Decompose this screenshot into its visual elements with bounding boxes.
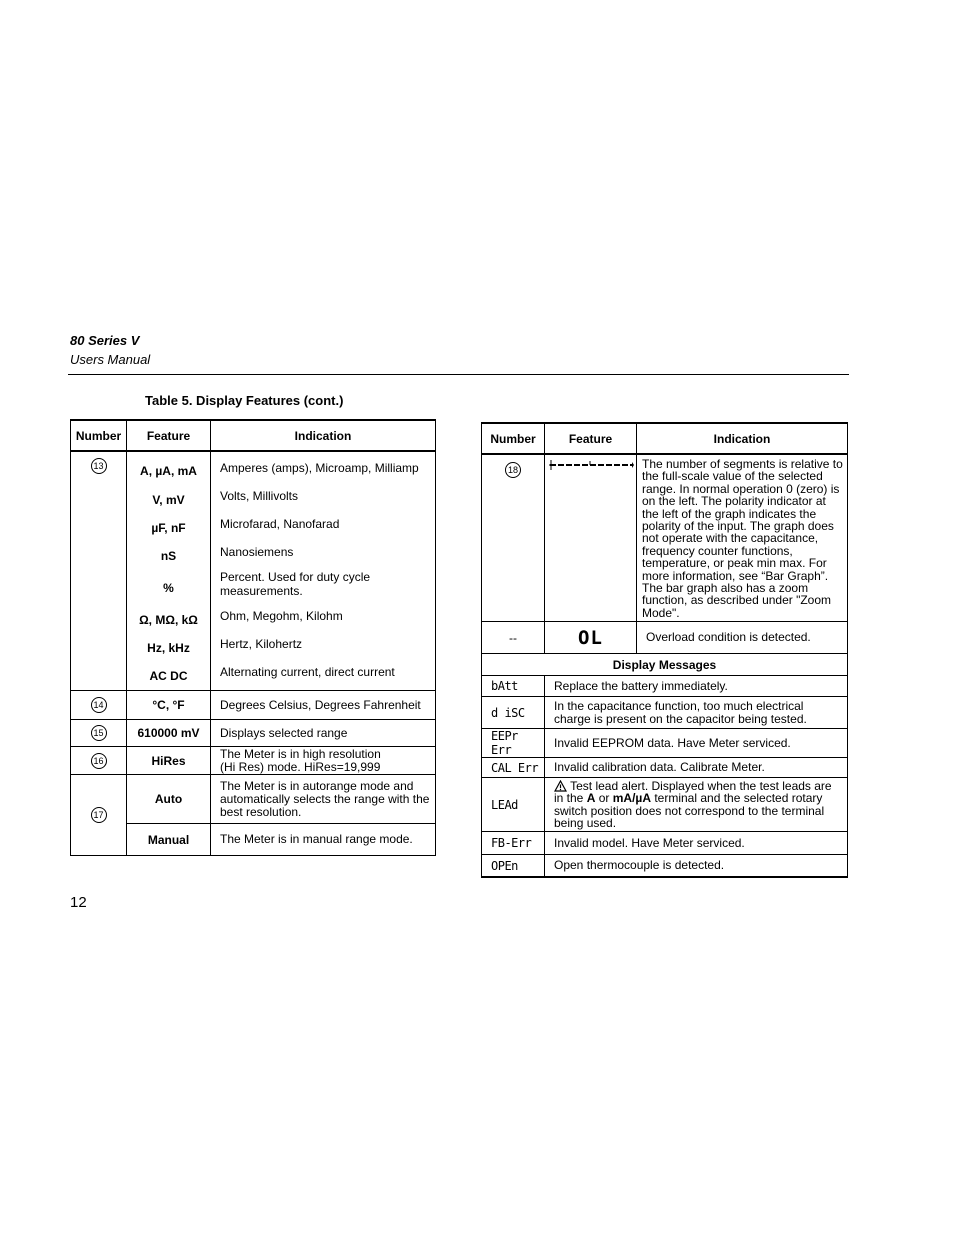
feature-item: % — [163, 581, 174, 595]
bar-graph-feature — [545, 454, 637, 622]
lead-terminal-a: A — [586, 791, 596, 806]
message-text: Replace the battery immediately. — [545, 676, 848, 697]
row-indication: Displays selected range — [211, 720, 436, 747]
table-row — [71, 691, 436, 720]
section-row — [482, 654, 848, 676]
callout-number: 16 — [91, 753, 107, 769]
row-indication: The number of segments is relative to the full-scale value of the selected range. In normal operation 0 (zero) is on the left. The polarity indicator at the left of the graph indicates the polarity of the input. The graph does not operate with the capacitance, frequency counter functions, temperature, or peak min max. For more information, see “Bar Graph”. The bar graph also has a zoom function, as described under "Zoom Mode". — [637, 454, 848, 622]
indication-item: Amperes (amps), Microamp, Milliamp — [220, 461, 419, 475]
bar-graph-icon — [548, 459, 634, 471]
indication-line: (Hi Res) mode. HiRes=19,999 — [220, 759, 381, 774]
message-code: EEPr Err — [482, 729, 545, 758]
message-text — [545, 778, 848, 832]
row-feature: °C, °F — [127, 691, 211, 720]
indication-line: The Meter is in high resolution — [220, 746, 381, 761]
message-code: FB-Err — [482, 832, 545, 855]
indication-item: Hertz, Kilohertz — [220, 637, 303, 651]
feature-item: µF, nF — [151, 521, 186, 535]
table-header-row — [71, 420, 436, 451]
table-header-row — [482, 423, 848, 454]
message-text: Invalid EEPROM data. Have Meter serviced. — [545, 729, 848, 758]
table-row — [71, 775, 436, 824]
feature-item: AC DC — [149, 669, 188, 683]
display-messages-heading: Display Messages — [482, 654, 848, 676]
manual-subtitle: Users Manual — [70, 352, 151, 367]
callout-number: 15 — [91, 725, 107, 741]
row-number: -- — [482, 622, 545, 654]
message-code: LEAd — [482, 778, 545, 832]
table-row — [482, 855, 848, 877]
row-indication: The Meter is in manual range mode. — [211, 824, 436, 856]
lead-text-1: Test lead alert. Displayed when the test leads are in the — [554, 778, 832, 806]
feature-item: nS — [160, 549, 177, 563]
col-feature: Feature — [127, 420, 211, 451]
col-feature: Feature — [545, 423, 637, 454]
table-row — [482, 622, 848, 654]
row-feature: 610000 mV — [127, 720, 211, 747]
table-row — [482, 676, 848, 697]
table-row — [482, 778, 848, 832]
row-number — [71, 720, 127, 747]
row-indication: The Meter is in autorange mode and automatically selects the range with the best resolution. — [211, 775, 436, 824]
indication-list — [211, 451, 436, 691]
feature-list — [127, 451, 211, 691]
row-number — [71, 775, 127, 856]
message-text: Invalid model. Have Meter serviced. — [545, 832, 848, 855]
col-indication: Indication — [637, 423, 848, 454]
table-row — [482, 729, 848, 758]
row-indication — [211, 747, 436, 775]
row-number — [71, 747, 127, 775]
col-number: Number — [482, 423, 545, 454]
indication-item: Alternating current, direct current — [220, 665, 395, 679]
indication-item: Percent. Used for duty cycle measurements. — [220, 570, 371, 598]
col-number: Number — [71, 420, 127, 451]
lead-text-2: terminal and the selected rotary switch position does not correspond to the terminal being used. — [554, 791, 825, 831]
callout-number: 13 — [91, 458, 107, 474]
row-feature: Manual — [127, 824, 211, 856]
lead-terminal-ma: mA/µA — [612, 791, 651, 806]
indication-item: Nanosiemens — [220, 545, 294, 559]
table-row — [482, 454, 848, 622]
feature-item: Ω, MΩ, kΩ — [139, 613, 198, 627]
row-feature — [545, 622, 637, 654]
row-feature: HiRes — [127, 747, 211, 775]
manual-series-title: 80 Series V — [70, 333, 140, 348]
feature-item: A, µA, mA — [140, 464, 197, 478]
message-code: OPEn — [482, 855, 545, 877]
table-row — [482, 832, 848, 855]
lead-text-or: or — [598, 791, 610, 806]
table-row — [71, 720, 436, 747]
warning-icon — [554, 780, 567, 792]
message-text: Invalid calibration data. Calibrate Meter. — [545, 758, 848, 778]
message-text: In the capacitance function, too much electrical charge is present on the capacitor being tested. — [545, 697, 848, 729]
row-number — [482, 454, 545, 622]
overload-symbol: OL — [578, 626, 603, 649]
col-indication: Indication — [211, 420, 436, 451]
display-features-table-right — [481, 422, 848, 878]
indication-item: Volts, Millivolts — [220, 489, 299, 503]
callout-number: 18 — [505, 462, 521, 478]
message-code: bAtt — [482, 676, 545, 697]
table-row — [71, 747, 436, 775]
table-row — [482, 697, 848, 729]
message-text: Open thermocouple is detected. — [545, 855, 848, 877]
callout-number: 14 — [91, 697, 107, 713]
page-number: 12 — [70, 894, 87, 911]
feature-item: Hz, kHz — [147, 641, 190, 655]
display-features-table-left — [70, 419, 436, 856]
row-indication: Overload condition is detected. — [637, 622, 848, 654]
indication-item: Microfarad, Nanofarad — [220, 517, 340, 531]
header-rule — [68, 374, 849, 375]
row-number — [71, 691, 127, 720]
message-code: d iSC — [482, 697, 545, 729]
indication-item: Ohm, Megohm, Kilohm — [220, 609, 343, 623]
feature-item: V, mV — [152, 493, 185, 507]
table-row — [71, 451, 436, 691]
row-number — [71, 451, 127, 691]
row-indication: Degrees Celsius, Degrees Fahrenheit — [211, 691, 436, 720]
row-feature: Auto — [127, 775, 211, 824]
table-title: Table 5. Display Features (cont.) — [145, 393, 344, 408]
callout-number: 17 — [91, 807, 107, 823]
message-code: CAL Err — [482, 758, 545, 778]
table-row — [482, 758, 848, 778]
